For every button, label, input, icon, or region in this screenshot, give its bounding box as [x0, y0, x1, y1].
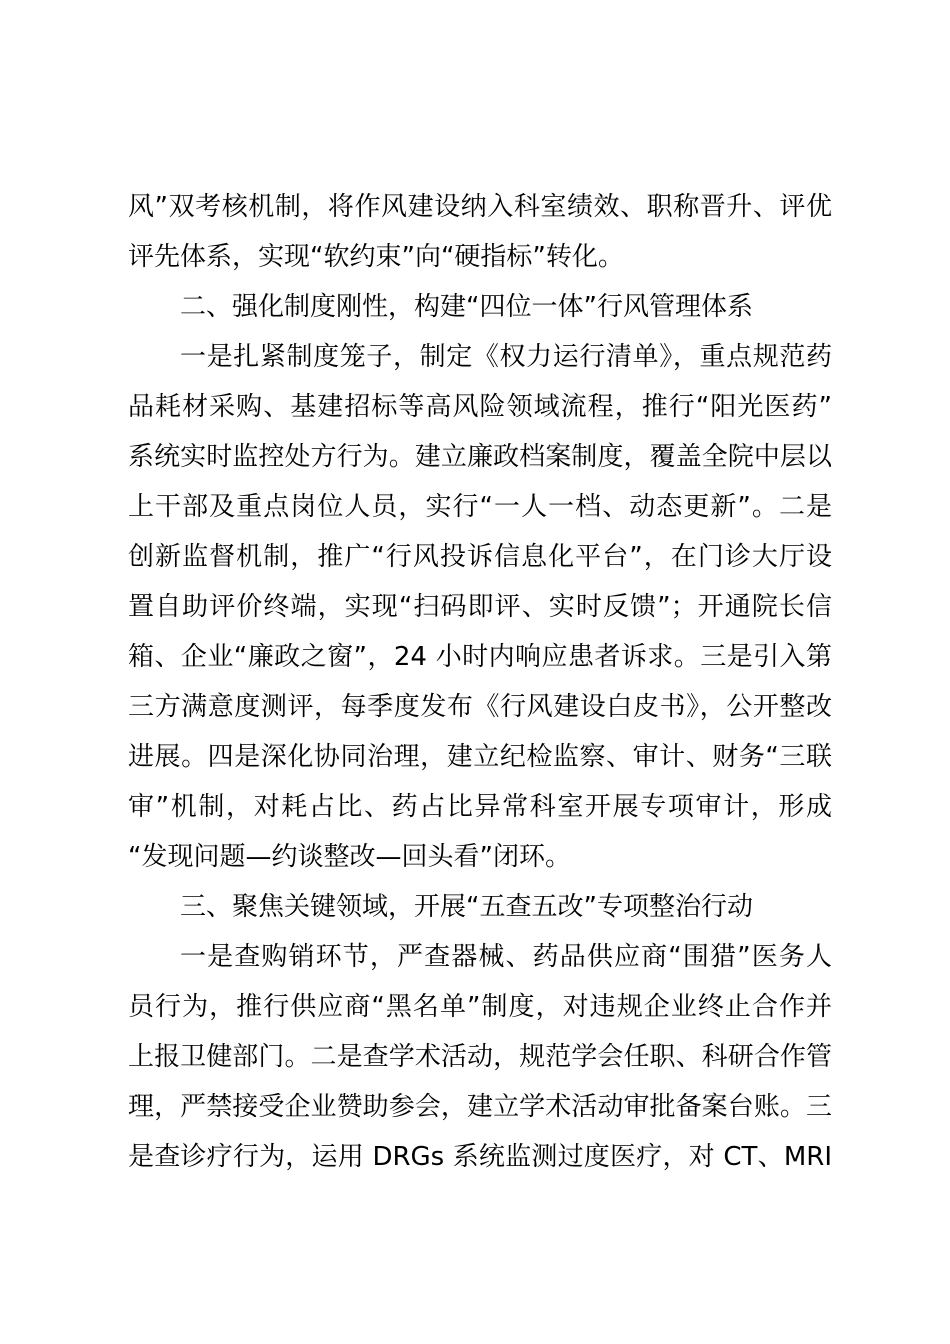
body-line: 进展。四是深化协同治理，建立纪检监察、审计、财务“三联	[128, 742, 832, 772]
body-line: 置自助评价终端，实现“扫码即评、实时反馈”；开通院长信	[128, 592, 832, 622]
body-line: 系统实时监控处方行为。建立廉政档案制度，覆盖全院中层以	[128, 442, 832, 472]
body-line: 箱、企业“廉政之窗”，24 小时内响应患者诉求。三是引入第	[128, 642, 832, 672]
body-line: 审”机制，对耗占比、药占比异常科室开展专项审计，形成	[128, 792, 832, 822]
body-line: 是查诊疗行为，运用 DRGs 系统监测过度医疗，对 CT、MRI	[128, 1142, 832, 1172]
body-line: 风”双考核机制，将作风建设纳入科室绩效、职称晋升、评优	[128, 192, 832, 222]
body-line: 一是查购销环节，严查器械、药品供应商“围猎”医务人	[180, 942, 832, 972]
body-line: 理，严禁接受企业赞助参会，建立学术活动审批备案台账。三	[128, 1092, 832, 1122]
body-line: 品耗材采购、基建招标等高风险领域流程，推行“阳光医药”	[128, 392, 832, 422]
body-line: “发现问题—约谈整改—回头看”闭环。	[128, 842, 571, 872]
section-heading: 三、聚焦关键领域，开展“五查五改”专项整治行动	[180, 892, 753, 922]
body-line: 上报卫健部门。二是查学术活动，规范学会任职、科研合作管	[128, 1042, 832, 1072]
document-body	[128, 182, 832, 1182]
body-line: 上干部及重点岗位人员，实行“一人一档、动态更新”。二是	[128, 492, 832, 522]
body-line: 员行为，推行供应商“黑名单”制度，对违规企业终止合作并	[128, 992, 832, 1022]
body-line: 评先体系，实现“软约束”向“硬指标”转化。	[128, 242, 624, 272]
body-line: 三方满意度测评，每季度发布《行风建设白皮书》，公开整改	[128, 692, 832, 722]
section-heading: 二、强化制度刚性，构建“四位一体”行风管理体系	[180, 292, 753, 322]
body-line: 一是扎紧制度笼子，制定《权力运行清单》，重点规范药	[180, 342, 832, 372]
body-line: 创新监督机制，推广“行风投诉信息化平台”，在门诊大厅设	[128, 542, 832, 572]
